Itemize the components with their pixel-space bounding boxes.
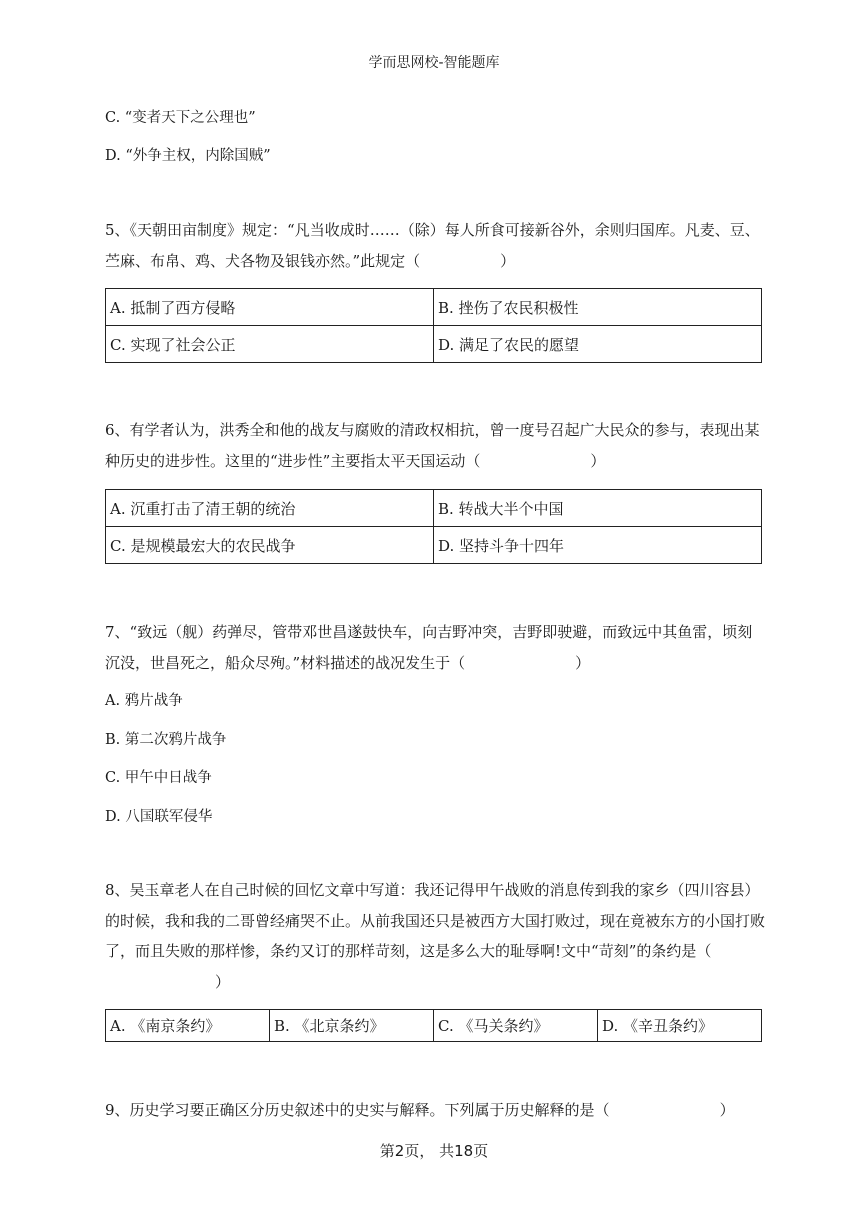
q4-option-c[interactable]: C. “变者天下之公理也” [105, 110, 256, 126]
question-6-options [105, 489, 762, 564]
q6-option-d[interactable]: D. 坚持斗争十四年 [434, 527, 762, 564]
question-5-text: 5、《天朝田亩制度》规定：“凡当收成时……（除）每人所食可接新谷外，余则归国库。凡麦、豆、苎麻、布帛、鸡、犬各物及银钱亦然。”此规定（ [105, 221, 760, 270]
q5-option-c[interactable]: C. 实现了社会公正 [106, 326, 434, 363]
question-5 [105, 215, 765, 276]
question-7 [105, 617, 765, 678]
question-9-close: ） [719, 1101, 735, 1119]
q8-option-d[interactable]: D. 《辛丑条约》 [598, 1010, 762, 1042]
page-footer: 第2页， 共18页 [379, 1142, 489, 1160]
q5-option-d[interactable]: D. 满足了农民的愿望 [434, 326, 762, 363]
q7-option-c[interactable]: C. 甲午中日战争 [105, 770, 212, 786]
q6-option-c[interactable]: C. 是规模最宏大的农民战争 [106, 527, 434, 564]
q8-option-b[interactable]: B. 《北京条约》 [270, 1010, 434, 1042]
q5-option-b[interactable]: B. 挫伤了农民积极性 [434, 289, 762, 326]
q7-option-b[interactable]: B. 第二次鸦片战争 [105, 732, 227, 748]
question-5-options [105, 288, 762, 363]
question-8-text: 8、吴玉章老人在自己时候的回忆文章中写道：我还记得甲午战败的消息传到我的家乡（四川容县）的时候，我和我的二哥曾经痛哭不止。从前我国还只是被西方大国打败过，现在竟被东方的小国打败了，而且失败的那样惨，条约又订的那样苛刻，这是多么大的耻辱啊!文中“苛刻”的条约是（ [105, 881, 766, 960]
q6-option-b[interactable]: B. 转战大半个中国 [434, 490, 762, 527]
q4-option-d[interactable]: D. “外争主权，内除国贼” [105, 148, 271, 164]
question-6-text: 6、有学者认为，洪秀全和他的战友与腐败的清政权相抗，曾一度号召起广大民众的参与，表现出某种历史的进步性。这里的“进步性”主要指太平天国运动（ [105, 421, 760, 470]
question-8-close: ） [215, 972, 231, 991]
question-7-text: 7、“致远（舰）药弹尽，管带邓世昌遂鼓快车，向吉野冲突，吉野即驶避，而致远中其鱼雷，顷刻沉没，世昌死之，船众尽殉。”材料描述的战况发生于（ [105, 623, 753, 672]
question-7-close: ） [575, 653, 591, 672]
question-9 [105, 1095, 765, 1126]
q5-option-a[interactable]: A. 抵制了西方侵略 [106, 289, 434, 326]
question-6 [105, 415, 765, 476]
q8-option-a[interactable]: A. 《南京条约》 [106, 1010, 270, 1042]
q7-option-d[interactable]: D. 八国联军侵华 [105, 809, 213, 825]
question-8-options [105, 1009, 762, 1042]
q7-option-a[interactable]: A. 鸦片战争 [105, 693, 183, 709]
question-5-close: ） [500, 251, 516, 270]
question-8 [105, 875, 765, 997]
q6-option-a[interactable]: A. 沉重打击了清王朝的统治 [106, 490, 434, 527]
question-9-text: 9、历史学习要正确区分历史叙述中的史实与解释。下列属于历史解释的是（ [105, 1101, 610, 1119]
q8-option-c[interactable]: C. 《马关条约》 [434, 1010, 598, 1042]
page-header: 学而思网校-智能题库 [368, 55, 500, 71]
question-6-close: ） [590, 451, 606, 470]
